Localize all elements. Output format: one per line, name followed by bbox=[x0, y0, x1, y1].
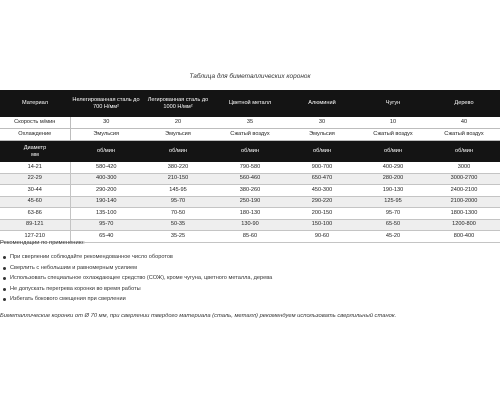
rpm-cell: 125-95 bbox=[358, 196, 428, 208]
rpm-unit: об/мин bbox=[142, 141, 214, 163]
diameter-cell: 127-210 bbox=[0, 231, 70, 243]
rpm-cell: 400-290 bbox=[358, 162, 428, 173]
page-title: Таблица для биметаллических коронок bbox=[189, 73, 311, 80]
list-item bbox=[0, 273, 272, 284]
rpm-cell: 90-60 bbox=[286, 231, 358, 243]
header-cell: Материал bbox=[0, 90, 70, 117]
table-row bbox=[0, 162, 500, 173]
rpm-cell: 560-460 bbox=[214, 173, 286, 185]
table-row bbox=[0, 185, 500, 197]
diameter-cell: 63-86 bbox=[0, 208, 70, 220]
speed-value: 35 bbox=[214, 117, 286, 129]
list-item-text: Избегать бокового смещения при сверлении bbox=[10, 296, 126, 302]
diameter-header bbox=[0, 141, 70, 163]
rpm-cell: 800-400 bbox=[428, 231, 500, 243]
list-item-text: При сверлении соблюдайте рекомендованное число оборотов bbox=[10, 254, 173, 260]
rpm-cell: 2100-2000 bbox=[428, 196, 500, 208]
rpm-cell: 95-70 bbox=[358, 208, 428, 220]
cooling-value: Сжатый воздух bbox=[214, 129, 286, 141]
rpm-cell: 580-420 bbox=[70, 162, 142, 173]
cooling-label: Охлаждение bbox=[0, 129, 70, 141]
rpm-cell: 190-130 bbox=[358, 185, 428, 197]
bullet-icon bbox=[3, 277, 6, 280]
header-cell: Нелегированная сталь до 700 Н/мм² bbox=[70, 90, 142, 117]
diameter-cell: 30-44 bbox=[0, 185, 70, 197]
rpm-cell: 3000 bbox=[428, 162, 500, 173]
rpm-cell: 35-25 bbox=[142, 231, 214, 243]
cooling-value: Сжатый воздух bbox=[428, 129, 500, 141]
rpm-cell: 200-150 bbox=[286, 208, 358, 220]
list-item bbox=[0, 263, 272, 274]
rpm-unit: об/мин bbox=[70, 141, 142, 163]
rpm-cell: 95-70 bbox=[70, 219, 142, 231]
speed-row bbox=[0, 117, 500, 129]
rpm-cell: 45-20 bbox=[358, 231, 428, 243]
rpm-cell: 290-220 bbox=[286, 196, 358, 208]
diameter-cell: 22-29 bbox=[0, 173, 70, 185]
rpm-cell: 145-95 bbox=[142, 185, 214, 197]
header-cell: Чугун bbox=[358, 90, 428, 117]
rpm-unit: об/мин bbox=[358, 141, 428, 163]
speed-value: 10 bbox=[358, 117, 428, 129]
speed-value: 30 bbox=[70, 117, 142, 129]
rpm-cell: 85-60 bbox=[214, 231, 286, 243]
cooling-value: Эмульсия bbox=[70, 129, 142, 141]
rpm-cell: 1200-800 bbox=[428, 219, 500, 231]
rpm-cell: 280-200 bbox=[358, 173, 428, 185]
speed-value: 20 bbox=[142, 117, 214, 129]
list-item-text: Не допускать перегрева коронки во время работы bbox=[10, 285, 141, 292]
table-row bbox=[0, 173, 500, 185]
rpm-unit: об/мин bbox=[214, 141, 286, 163]
rpm-cell: 1800-1300 bbox=[428, 208, 500, 220]
rpm-cell: 70-50 bbox=[142, 208, 214, 220]
rpm-unit: об/мин bbox=[286, 141, 358, 163]
bullet-icon bbox=[3, 256, 6, 259]
rpm-unit: об/мин bbox=[428, 141, 500, 163]
list-item-text: Использовать специальное охлаждающее средство (СОЖ), кроме чугуна, цветного металла, дерева bbox=[10, 275, 273, 281]
list-item bbox=[0, 294, 272, 305]
cooling-value: Эмульсия bbox=[286, 129, 358, 141]
rpm-cell: 400-300 bbox=[70, 173, 142, 185]
rpm-cell: 65-50 bbox=[358, 219, 428, 231]
table-row bbox=[0, 208, 500, 220]
table-subheader-row bbox=[0, 141, 500, 163]
rpm-cell: 250-190 bbox=[214, 196, 286, 208]
rpm-cell: 180-130 bbox=[214, 208, 286, 220]
header-cell: Дерево bbox=[428, 90, 500, 117]
diameter-cell: 14-21 bbox=[0, 162, 70, 173]
rpm-cell: 380-220 bbox=[142, 162, 214, 173]
table-row bbox=[0, 196, 500, 208]
rpm-cell: 65-40 bbox=[70, 231, 142, 243]
list-item-text: Сверлить с небольшим и равномерным усилием bbox=[10, 264, 137, 271]
rpm-cell: 190-140 bbox=[70, 196, 142, 208]
header-cell: Цветной металл bbox=[214, 90, 286, 117]
rpm-cell: 130-90 bbox=[214, 219, 286, 231]
cooling-value: Сжатый воздух bbox=[358, 129, 428, 141]
recommendations-title: Рекомендации по применению: bbox=[0, 240, 85, 246]
diameter-unit: мм bbox=[31, 151, 39, 158]
speed-label: Скорость м/мин bbox=[0, 117, 70, 129]
rpm-cell: 650-470 bbox=[286, 173, 358, 185]
rpm-cell: 900-700 bbox=[286, 162, 358, 173]
table-body bbox=[0, 162, 500, 242]
bullet-icon bbox=[3, 298, 6, 301]
footnote: Биметаллические коронки от Ø 70 мм, при сверлении твердого материала (сталь, металл) рекомендуем использовать сверлильный станок. bbox=[0, 313, 397, 319]
rpm-cell: 3000-2700 bbox=[428, 173, 500, 185]
diameter-cell: 45-60 bbox=[0, 196, 70, 208]
header-cell: Легированная сталь до 1000 Н/мм² bbox=[142, 90, 214, 117]
bullet-icon bbox=[3, 267, 6, 270]
cooling-row bbox=[0, 129, 500, 141]
rpm-cell: 450-300 bbox=[286, 185, 358, 197]
bimetal-crown-table bbox=[0, 90, 500, 243]
table-row bbox=[0, 219, 500, 231]
recommendations-list bbox=[0, 252, 272, 305]
bullet-icon bbox=[3, 288, 6, 291]
speed-value: 40 bbox=[428, 117, 500, 129]
rpm-cell: 95-70 bbox=[142, 196, 214, 208]
rpm-cell: 290-200 bbox=[70, 185, 142, 197]
rpm-cell: 150-100 bbox=[286, 219, 358, 231]
rpm-cell: 2400-2100 bbox=[428, 185, 500, 197]
rpm-cell: 210-150 bbox=[142, 173, 214, 185]
speed-value: 30 bbox=[286, 117, 358, 129]
table-header-row bbox=[0, 90, 500, 117]
header-cell: Алюминий bbox=[286, 90, 358, 117]
diameter-label: Диаметр bbox=[23, 144, 47, 151]
rpm-cell: 135-100 bbox=[70, 208, 142, 220]
rpm-cell: 790-580 bbox=[214, 162, 286, 173]
rpm-cell: 50-35 bbox=[142, 219, 214, 231]
cooling-value: Эмульсия bbox=[142, 129, 214, 141]
list-item bbox=[0, 284, 272, 295]
rpm-cell: 380-260 bbox=[214, 185, 286, 197]
diameter-cell: 89-121 bbox=[0, 219, 70, 231]
list-item bbox=[0, 252, 272, 263]
